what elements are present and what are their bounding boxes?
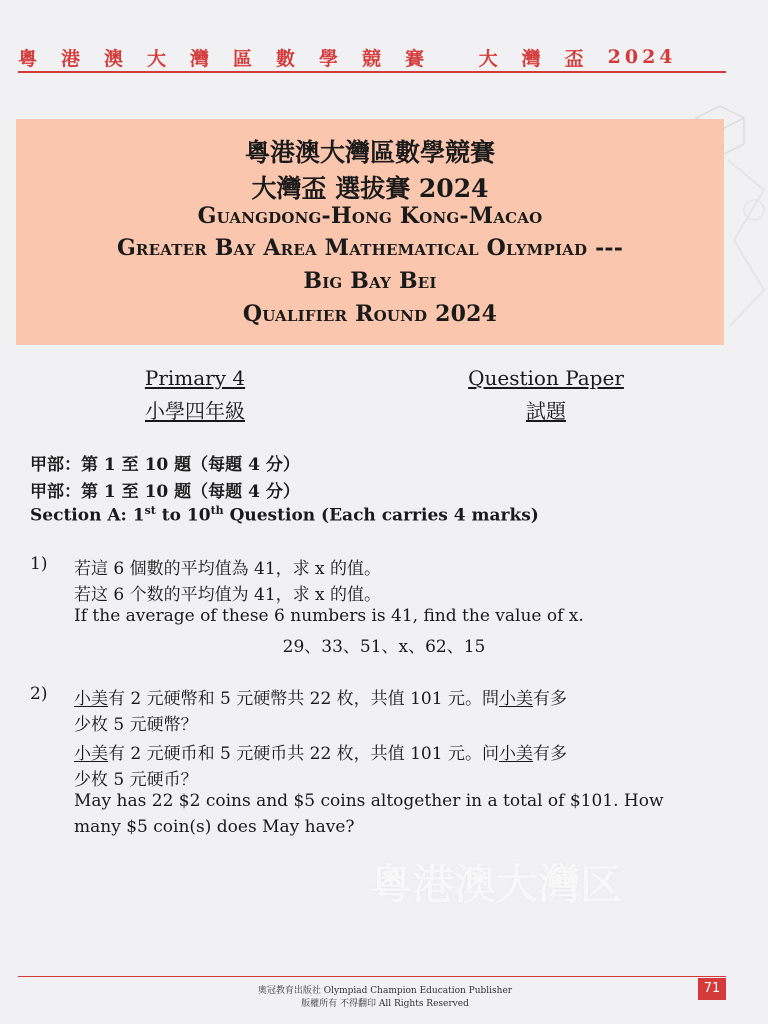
question-1-numbers: 29、33、51、x、62、15 [282,637,486,657]
title-en-line1: Guangdong-Hong Kong-Macao [197,203,543,229]
header-title-year: 2024 [607,46,677,68]
question-1-number: 1) [30,554,48,574]
title-cn-line1: 粵港澳大灣區數學競賽 [244,138,495,167]
header-rule [18,71,726,73]
footer-publisher: 奧冠教育出版社 Olympiad Champion Education Publisher [257,986,513,996]
title-cn-line2: 大灣盃 選拔賽 2024 [251,174,489,203]
question-1-simp: 若这 6 个数的平均值为 41，求 x 的值。 [74,585,382,605]
question-2-trad-line1: 小美有 2 元硬幣和 5 元硬幣共 22 枚，共值 101 元。問小美有多 [74,689,567,709]
question-2-simp-line1: 小美有 2 元硬币和 5 元硬币共 22 枚，共值 101 元。问小美有多 [74,744,567,764]
level-en: Primary 4 [144,366,246,390]
paper-type-en: Question Paper [468,366,624,390]
question-1-trad: 若這 6 個數的平均值為 41，求 x 的值。 [74,559,382,579]
header-title [18,44,728,70]
header-title-cn: 粵港澳大灣區數學競賽 大灣盃 [18,47,608,70]
title-en-line4: Qualifier Round 2024 [242,301,498,327]
paper-type-cn: 試題 [526,399,566,423]
footer-rights: 版權所有 不得翻印 All Rights Reserved [301,999,469,1009]
title-en-line3: Big Bay Bei [303,268,437,294]
title-en-line2: Greater Bay Area Mathematical Olympiad --- [116,235,624,261]
question-2-number: 2) [30,684,48,704]
watermark-text: 粵港澳大灣区 [370,860,623,909]
level-cn: 小學四年級 [145,399,245,423]
section-heading-simp: 甲部：第 1 至 10 题（每题 4 分） [30,482,300,502]
question-2-en-line1: May has 22 $2 coins and $5 coins altogether in a total of $101. How [74,791,664,811]
page-number: 71 [698,978,726,1000]
section-heading-en: Section A: 1st to 10th Question (Each carries 4 marks) [30,504,539,526]
title-box [16,119,724,345]
section-heading-trad: 甲部：第 1 至 10 題（每題 4 分） [30,455,300,475]
geometry-decoration-icon [724,150,768,330]
footer-rule [18,976,726,977]
question-2-trad-line2: 少枚 5 元硬幣？ [74,715,198,735]
question-2-en-line2: many $5 coin(s) does May have? [74,817,355,837]
question-2-simp-line2: 少枚 5 元硬币？ [74,770,198,790]
question-1-en: If the average of these 6 numbers is 41, find the value of x. [74,606,584,626]
